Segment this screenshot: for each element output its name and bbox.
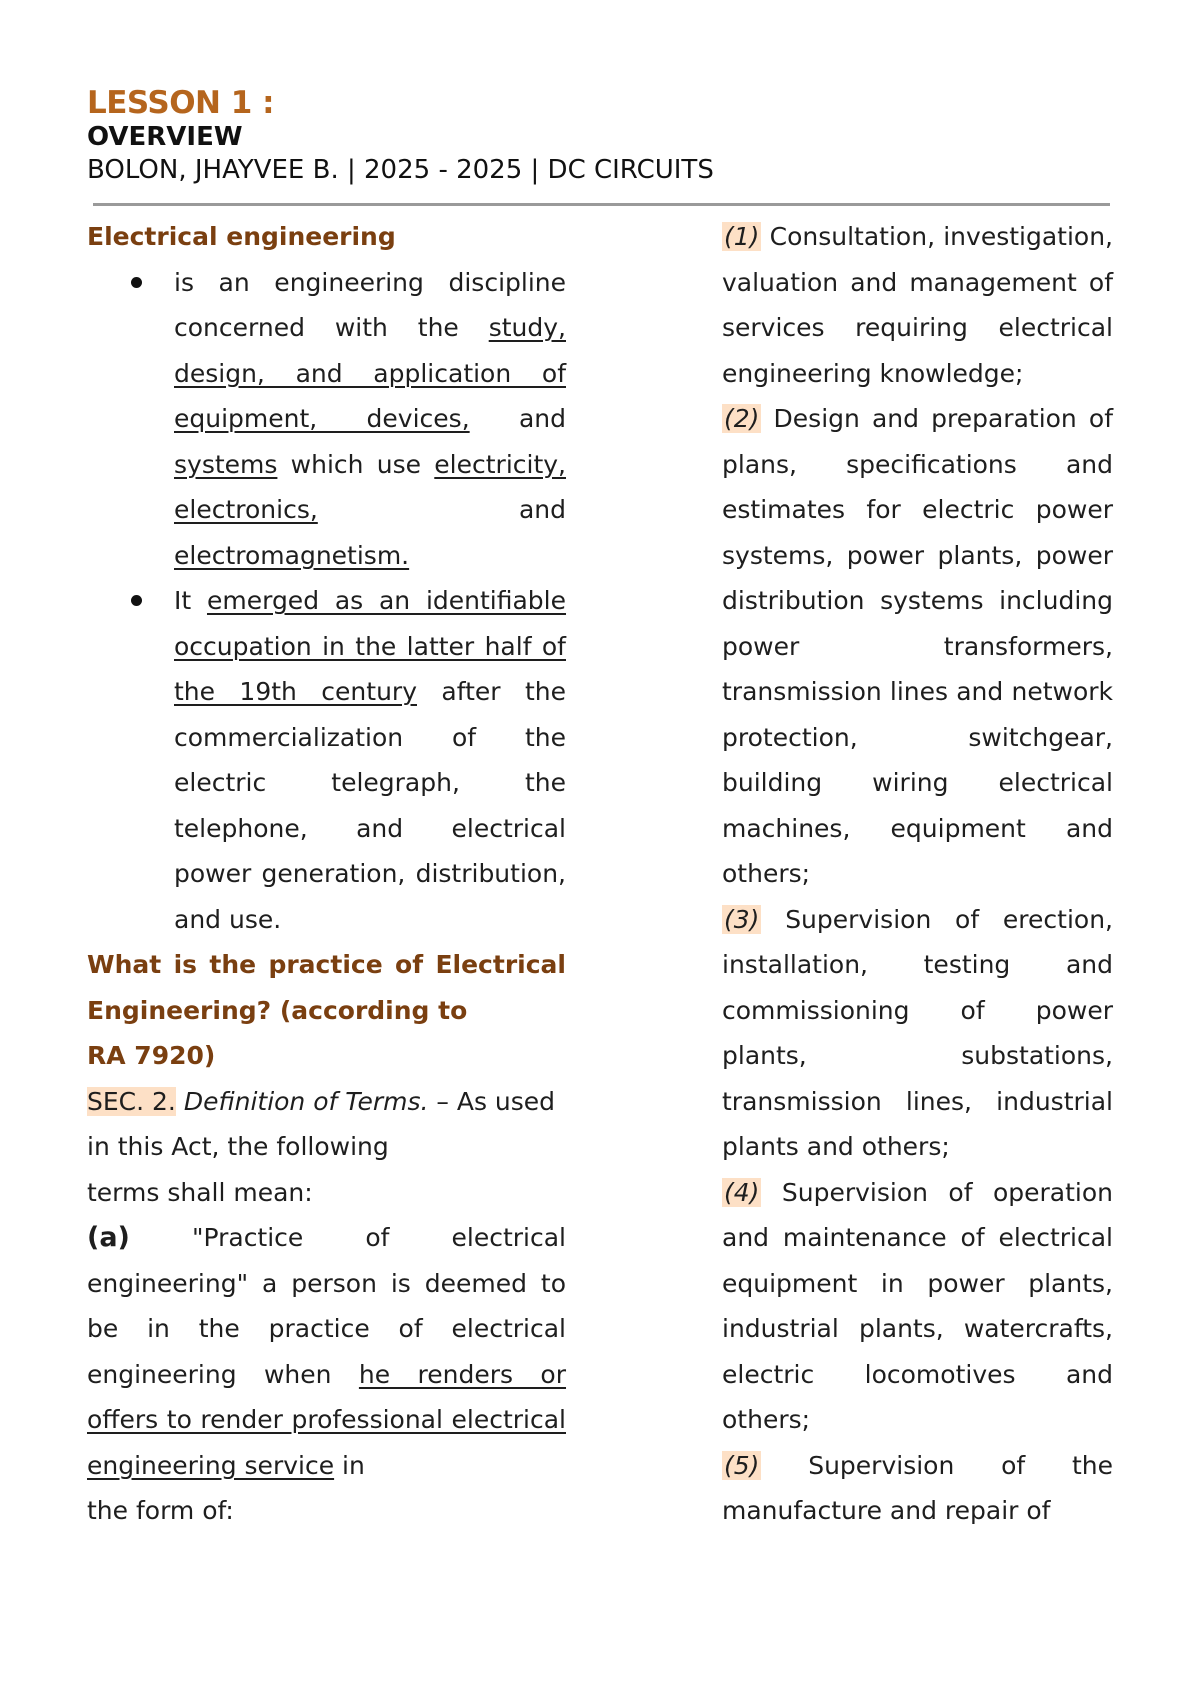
item-text: Supervision of operation and maintenance of electrical equipment in power plants, industrial plants, watercrafts, electric locomotives and others; (722, 1177, 1113, 1434)
section-title-italic: Definition of Terms. (175, 1086, 429, 1116)
paragraph-text: the form of: (87, 1496, 234, 1525)
item-number-highlight: (1) (724, 222, 760, 251)
bullet-text: is an engineering discipline concerned with the (174, 267, 566, 342)
heading-practice-question (87, 942, 566, 1079)
item-text: Design and preparation of plans, specifications and estimates for electric power systems, power plants, power distribution systems including power transformers, transmission lines and network protection, switchgear, building wiring electrical machines, equipment and others; (722, 404, 1113, 888)
underlined-text: emerged as an identifiable occupation in the latter half of the 19th century (174, 586, 567, 706)
heading-line: RA 7920) (87, 1041, 216, 1070)
list-item (722, 1443, 1113, 1534)
section-2-intro (87, 1079, 566, 1216)
bullet-item-history (87, 578, 566, 942)
left-column (87, 214, 566, 1534)
item-number-highlight: (2) (724, 404, 760, 433)
section-text: terms shall mean: (87, 1177, 313, 1207)
item-text: Supervision of the manufacture and repair of (722, 1450, 1113, 1525)
underlined-text: electromagnetism. (174, 540, 410, 570)
item-number-highlight: (4) (724, 1177, 760, 1207)
heading-line: What is the practice of Electrical (87, 950, 566, 979)
underlined-text: he renders or offers to render professional electrical engineering service (87, 1359, 567, 1480)
lesson-title: LESSON 1 : (87, 85, 275, 121)
bullet-dot-icon (131, 595, 142, 606)
item-text: Supervision of erection, installation, testing and commissioning of power plants, substations, transmission lines, industrial plants and others; (722, 904, 1113, 1161)
section-text: – As used in this Act, the following (87, 1086, 556, 1161)
lesson-subtitle: OVERVIEW (87, 122, 243, 152)
paragraph-text: in (334, 1450, 365, 1480)
underlined-text: electricity, electronics, (174, 449, 566, 524)
paragraph-text: "Practice of electrical engineering" a person is deemed to be in the practice of electrical engineering when (87, 1223, 566, 1389)
heading-electrical-engineering: Electrical engineering (87, 222, 396, 251)
bullet-text: It (174, 586, 207, 615)
bullet-text: which use (277, 449, 435, 479)
header-divider (93, 203, 1110, 206)
heading-line: Engineering? (according to (87, 995, 468, 1025)
item-number-highlight: (3) (724, 904, 760, 934)
bullet-item-definition (87, 260, 566, 579)
underlined-text: study, design, and application of equipment, devices, (174, 313, 566, 433)
header (87, 84, 714, 188)
bullet-text: after the commercialization of the electric telegraph, the telephone, and electrical power generation, distribution, and use. (174, 677, 566, 934)
list-item (722, 1170, 1113, 1443)
underlined-text: systems (174, 449, 278, 479)
list-item (722, 214, 1113, 396)
list-item (722, 897, 1113, 1170)
paragraph-a (87, 1215, 566, 1534)
definition-bullet-list (87, 260, 566, 943)
bullet-text: and (469, 404, 566, 433)
section-label-highlight: SEC. 2. (87, 1086, 176, 1116)
paragraph-marker: (a) (87, 1222, 130, 1253)
right-column (722, 214, 1113, 1534)
bullet-dot-icon (131, 277, 142, 288)
item-number-highlight: (5) (724, 1450, 760, 1480)
item-text: Consultation, investigation, valuation and management of services requiring electrical engineering knowledge; (722, 222, 1113, 388)
list-item (722, 396, 1113, 897)
author-meta-line: BOLON, JHAYVEE B. | 2025 - 2025 | DC CIRCUITS (87, 155, 714, 185)
bullet-text: and (317, 495, 566, 524)
